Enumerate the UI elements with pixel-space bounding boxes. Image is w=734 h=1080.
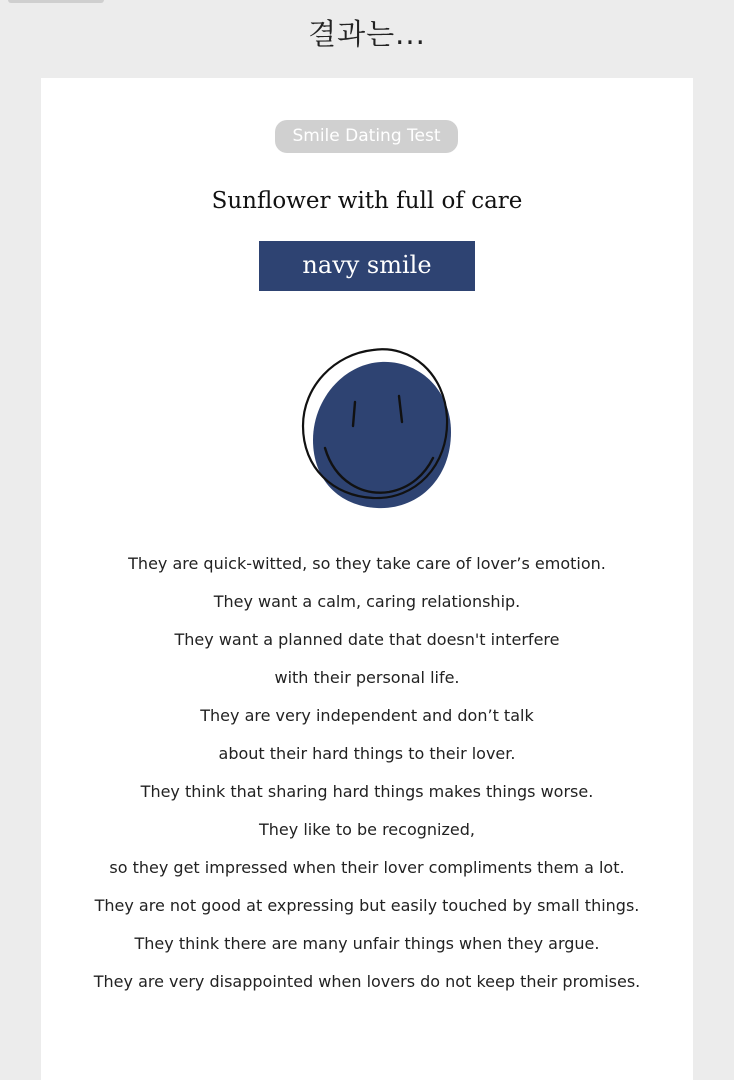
result-type-badge: navy smile: [259, 241, 475, 291]
description-line: so they get impressed when their lover compliments them a lot.: [109, 858, 625, 877]
description-line: They think that sharing hard things makes things worse.: [140, 782, 594, 801]
result-card: [41, 78, 693, 1080]
description-line: They think there are many unfair things when they argue.: [134, 934, 600, 953]
top-scroll-indicator: [8, 0, 104, 3]
description-line: about their hard things to their lover.: [218, 744, 516, 763]
description-line: They are quick-witted, so they take care of lover’s emotion.: [128, 554, 606, 573]
test-name-tag: Smile Dating Test: [275, 120, 458, 153]
description-line: They like to be recognized,: [259, 820, 475, 839]
description-line: They are very independent and don’t talk: [200, 706, 534, 725]
description-line: They want a calm, caring relationship.: [213, 592, 521, 611]
description-line: They are very disappointed when lovers do not keep their promises.: [93, 972, 641, 991]
navy-smiley-face-icon: [299, 340, 459, 516]
result-description: [41, 550, 693, 1006]
description-line: with their personal life.: [274, 668, 460, 687]
page-title: 결과는...: [308, 17, 426, 51]
result-title: Sunflower with full of care: [211, 188, 523, 214]
description-line: They are not good at expressing but easily touched by small things.: [94, 896, 640, 915]
description-line: They want a planned date that doesn't interfere: [174, 630, 560, 649]
